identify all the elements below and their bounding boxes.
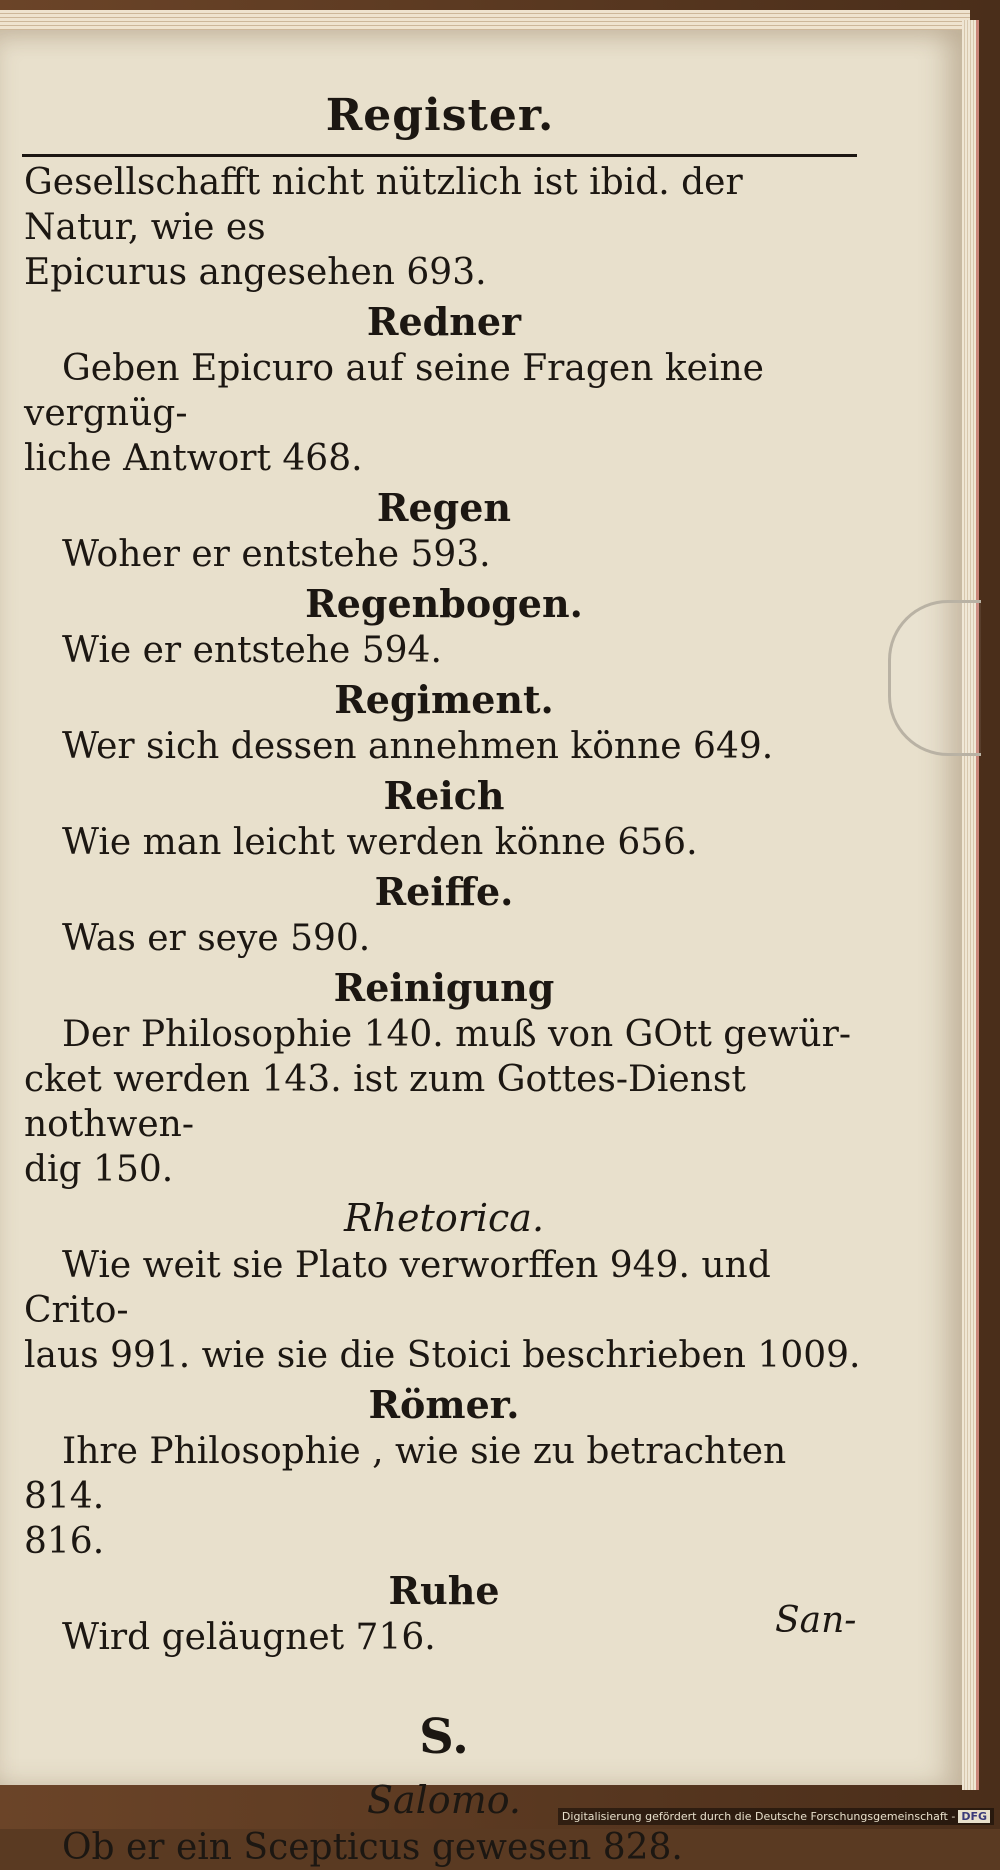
index-heading: Regiment. [334, 677, 554, 722]
entry-line: Ob er ein Scepticus gewesen 828. [62, 1827, 683, 1868]
entry-line: Wie man leicht werden könne 656. [62, 822, 698, 863]
entry-line: cket werden 143. ist zum Gottes-Dienst nothwen- [24, 1059, 746, 1145]
digitization-footer [558, 1808, 994, 1825]
index-heading: Reinigung [333, 965, 555, 1010]
entry-line: dig 150. [24, 1149, 174, 1190]
header-rule [22, 154, 857, 157]
section-letter: S. [419, 1709, 469, 1765]
entry-line: Wie er entstehe 594. [62, 630, 442, 671]
index-heading: Reich [383, 773, 505, 818]
entry-line: Wird geläugnet 716. [62, 1617, 436, 1658]
dfg-logo: DFG [958, 1810, 990, 1823]
index-heading: Regenbogen. [305, 581, 583, 626]
entry-line: Wie weit sie Plato verworffen 949. und Crito- [24, 1245, 771, 1331]
entry-line: Geben Epicuro auf seine Fragen keine vergnüg- [24, 348, 764, 434]
running-header: Register. [325, 90, 555, 141]
entry-line: 816. [24, 1521, 105, 1562]
footer-text: Digitalisierung gefördert durch die Deutsche Forschungsgemeinschaft - [561, 1810, 956, 1823]
entry-line: Gesellschafft nicht nützlich ist ibid. der Natur, wie es [24, 162, 743, 248]
entry-line: Epicurus angesehen 693. [24, 252, 487, 293]
index-heading: Römer. [368, 1382, 520, 1427]
index-heading: Redner [366, 299, 522, 344]
index-heading: Reiffe. [374, 869, 514, 914]
entry-line: Ihre Philosophie , wie sie zu betrachten 814. [24, 1431, 787, 1517]
entry-line: Der Philosophie 140. muß von GOtt gewür- [62, 1014, 851, 1055]
catchword: San- [775, 1600, 857, 1641]
page-clip [888, 600, 981, 756]
entry-line: Wer sich dessen annehmen könne 649. [62, 726, 774, 767]
entry-line: liche Antwort 468. [24, 438, 363, 479]
entry-line: Woher er entstehe 593. [62, 534, 491, 575]
entry-line: Was er seye 590. [62, 918, 371, 959]
page-side-edge [962, 20, 979, 1790]
index-heading: Ruhe [388, 1568, 500, 1613]
entry-line: laus 991. wie sie die Stoici beschrieben 1009. [24, 1335, 861, 1376]
index-heading: Rhetorica. [343, 1196, 545, 1240]
index-heading: Salomo. [366, 1778, 522, 1822]
index-heading: Regen [376, 485, 512, 530]
register-content [24, 160, 864, 1870]
